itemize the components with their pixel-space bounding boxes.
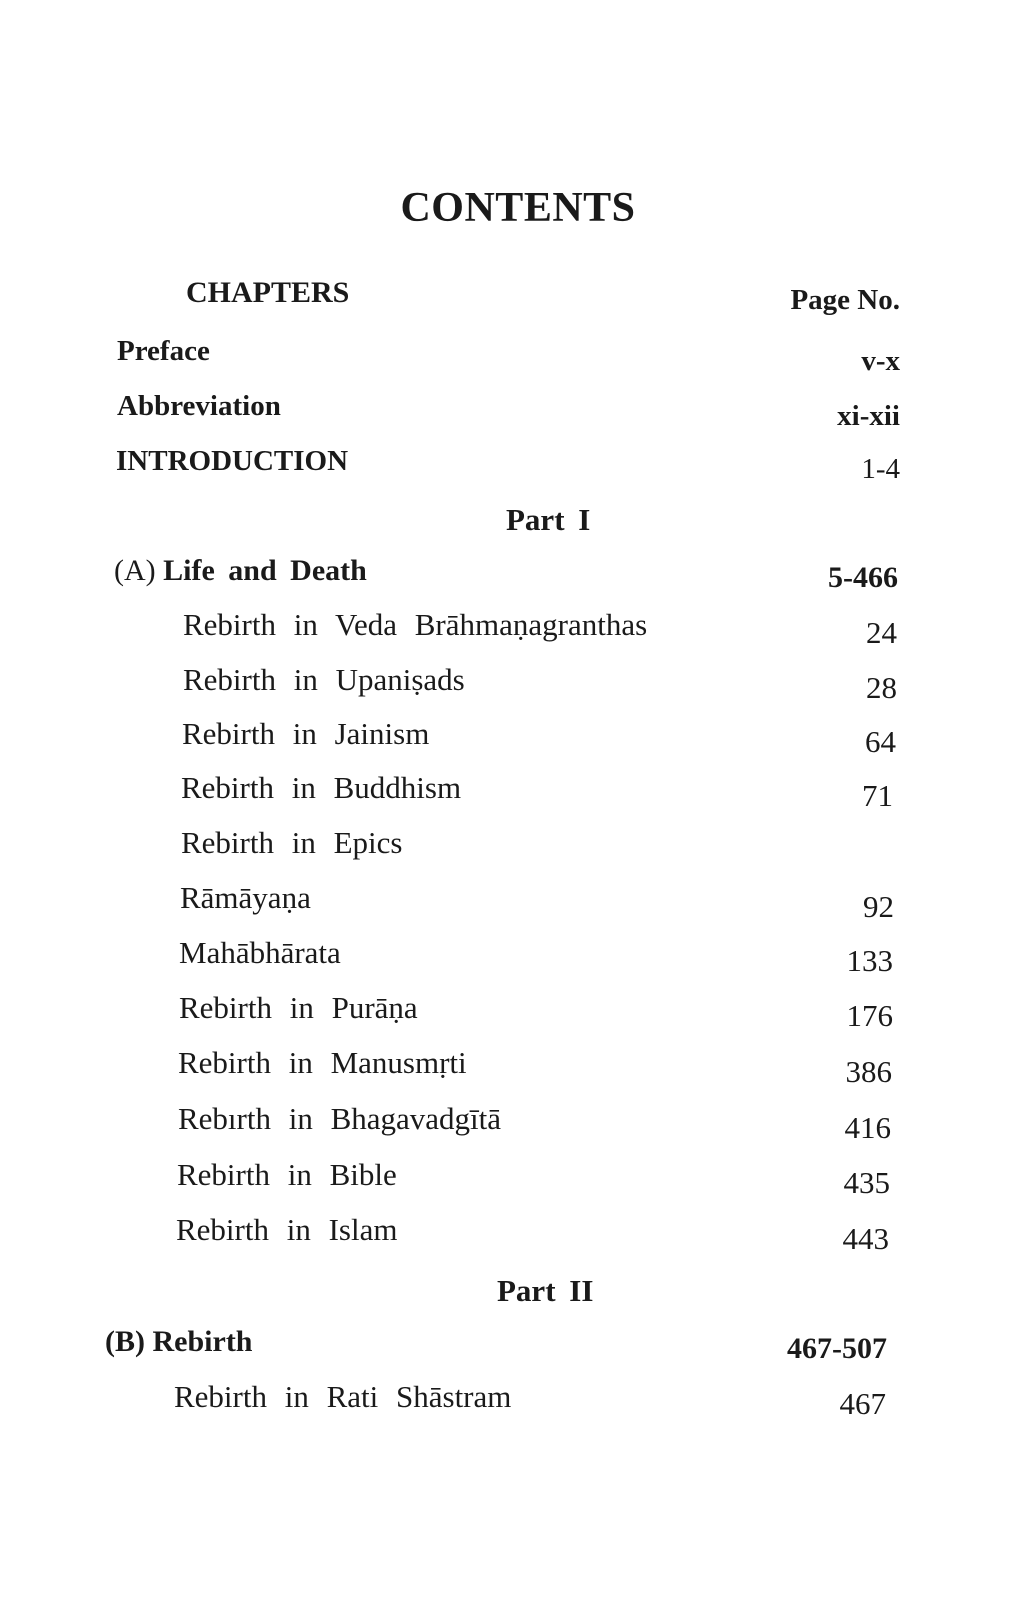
section-a-label: Life and Death	[163, 554, 367, 587]
part-one-heading: Part I	[506, 502, 591, 537]
toc-entry-label-introduction: INTRODUCTION	[116, 445, 349, 477]
toc-item-label: Rebirth in Jainism	[182, 716, 430, 751]
toc-item-label: Rebirth in Upaniṣads	[183, 662, 465, 697]
toc-item-label: Rebirth in Manusmṛti	[178, 1045, 467, 1080]
toc-item-page: 416	[844, 1110, 891, 1145]
toc-item-page: 64	[865, 724, 896, 759]
toc-item-page: 71	[862, 778, 893, 813]
toc-item-page: 28	[866, 670, 897, 705]
part-two-heading: Part II	[497, 1273, 594, 1308]
toc-entry-label-preface: Preface	[117, 335, 210, 367]
toc-item-page: 133	[846, 943, 893, 978]
toc-item-page: 92	[863, 889, 894, 924]
section-b-heading	[105, 1325, 253, 1359]
toc-item-label: Rebırth in Bhagavadgītā	[178, 1101, 502, 1136]
toc-item-page: 435	[843, 1165, 890, 1200]
toc-item-page: 176	[846, 998, 893, 1033]
section-a-heading	[114, 554, 367, 588]
toc-item-page: 467	[839, 1386, 886, 1421]
toc-item-label: Rebirth in Islam	[176, 1212, 398, 1247]
toc-item-label: Rebirth in Epics	[181, 825, 403, 860]
toc-item-label: Mahābhārata	[179, 935, 341, 970]
toc-item-label: Rebirth in Rati Shāstram	[174, 1379, 512, 1414]
section-b-label: Rebirth	[152, 1325, 253, 1358]
toc-item-label: Rebirth in Buddhism	[181, 770, 462, 805]
toc-item-page: 386	[845, 1054, 892, 1089]
toc-item-label: Rebirth in Bible	[177, 1157, 397, 1192]
section-b-pages: 467-507	[787, 1332, 887, 1365]
toc-item-label: Rebirth in Veda Brāhmaṇagranthas	[183, 607, 648, 642]
toc-entry-pages-introduction: 1-4	[861, 453, 900, 485]
toc-entry-label-abbreviation: Abbreviation	[117, 390, 281, 422]
toc-item-label: Rāmāyaṇa	[180, 880, 311, 915]
toc-item-page: 443	[842, 1221, 889, 1256]
page-title: CONTENTS	[400, 185, 636, 231]
section-b-marker: (B)	[105, 1325, 145, 1358]
toc-entry-pages-preface: v-x	[861, 345, 900, 377]
section-a-marker: (A)	[114, 554, 156, 587]
section-a-pages: 5-466	[828, 561, 898, 594]
chapters-column-header: CHAPTERS	[186, 276, 350, 309]
page-no-column-header: Page No.	[790, 284, 900, 316]
toc-entry-pages-abbreviation: xi-xii	[837, 400, 900, 432]
toc-item-page: 24	[866, 615, 897, 650]
toc-item-label: Rebirth in Purāṇa	[179, 990, 418, 1025]
